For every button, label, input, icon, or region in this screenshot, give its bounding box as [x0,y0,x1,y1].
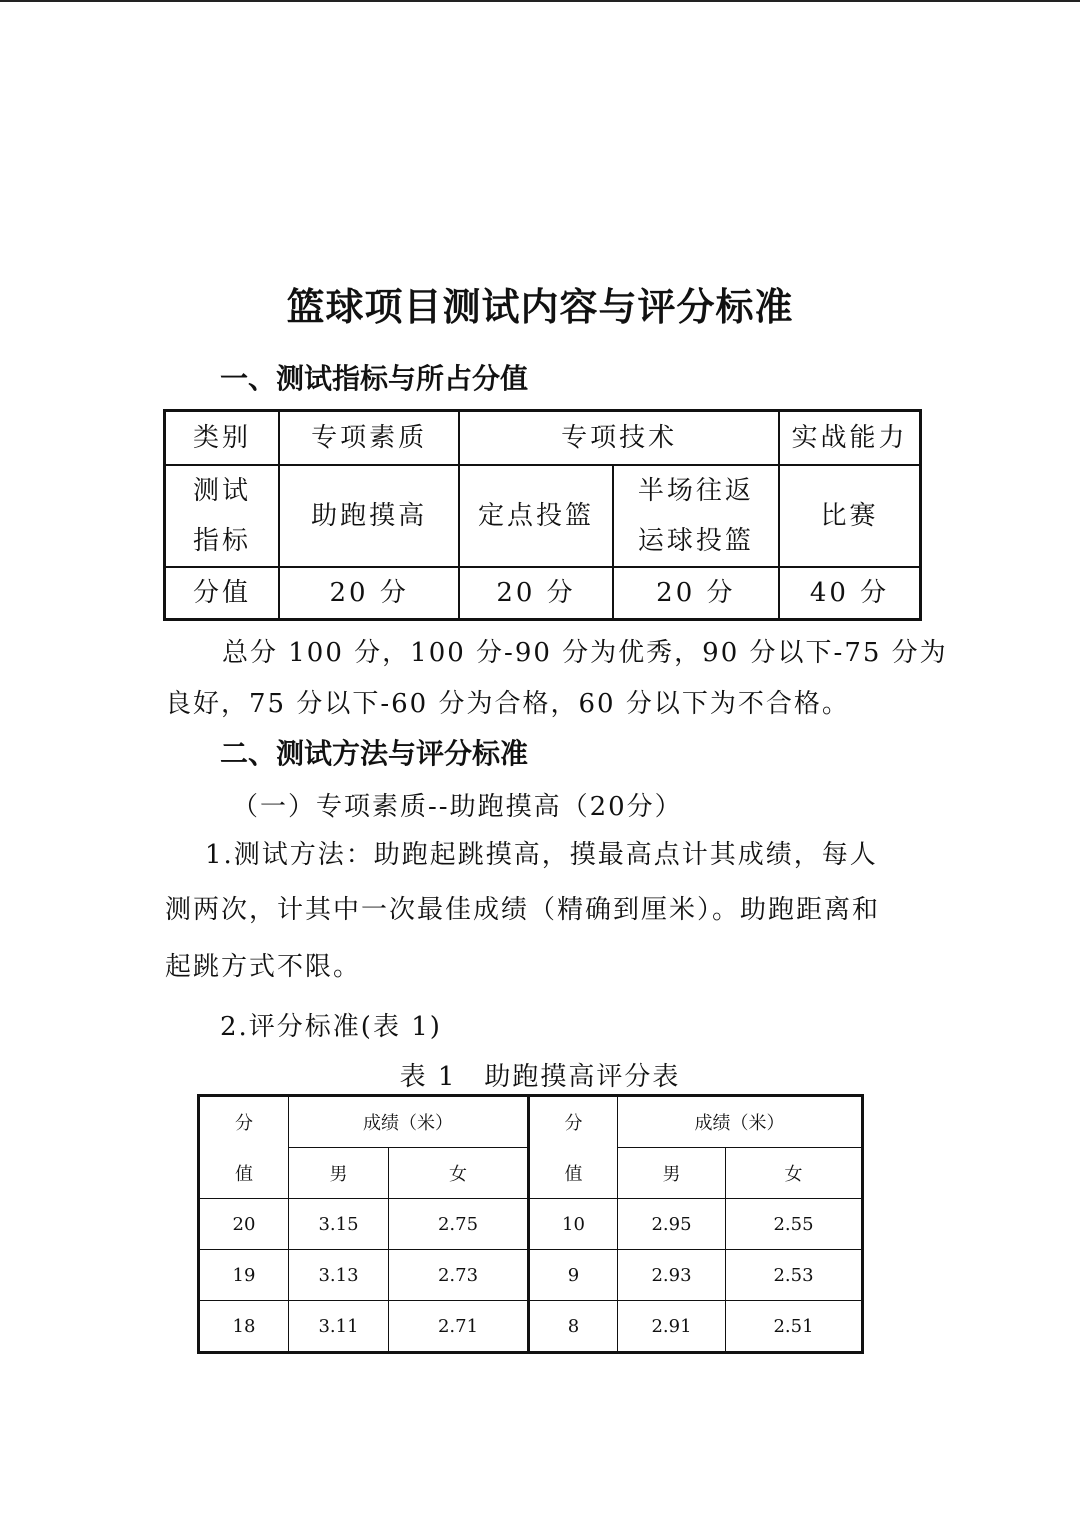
method-line3: 起跳方式不限。 [165,952,362,982]
cell-points-label: 分值 [165,567,280,620]
female-cell: 2.73 [389,1250,529,1301]
header-score-bottom-left: 值 [199,1148,289,1199]
score-note-line1: 总分 100 分，100 分-90 分为优秀，90 分以下-75 分为 [222,638,948,668]
cell-category-quality: 专项素质 [279,411,459,466]
male-cell: 3.13 [289,1250,389,1301]
score-cell: 9 [529,1250,618,1301]
page-title: 篮球项目测试内容与评分标准 [286,285,794,329]
table-row [199,1301,863,1353]
male-cell: 2.93 [618,1250,726,1301]
score-cell: 19 [199,1250,289,1301]
cell-points-2: 20 分 [459,567,612,620]
table-row [199,1199,863,1250]
female-cell: 2.55 [726,1199,863,1250]
method-line2: 测两次，计其中一次最佳成绩（精确到厘米）。助跑距离和 [165,895,881,925]
male-cell: 2.91 [618,1301,726,1353]
header-result-left: 成绩（米） [289,1096,529,1148]
score-cell: 20 [199,1199,289,1250]
female-cell: 2.51 [726,1301,863,1353]
cell-category-combat: 实战能力 [779,411,920,466]
cell-indicator-dribble: 半场往返 运球投篮 [613,465,779,567]
score-cell: 10 [529,1199,618,1250]
male-cell: 3.15 [289,1199,389,1250]
method-line1: 1.测试方法：助跑起跳摸高，摸最高点计其成绩，每人 [205,840,878,870]
male-cell: 3.11 [289,1301,389,1353]
header-female-left: 女 [389,1148,529,1199]
female-cell: 2.71 [389,1301,529,1353]
header-male-left: 男 [289,1148,389,1199]
score-note-line2: 良好，75 分以下-60 分为合格，60 分以下为不合格。 [165,689,850,719]
header-result-right: 成绩（米） [618,1096,863,1148]
cell-indicator-label: 测试 指标 [165,465,280,567]
header-score-top-right: 分 [529,1096,618,1148]
female-cell: 2.75 [389,1199,529,1250]
indicator-row-points [165,567,921,620]
score-header-row2 [199,1148,863,1199]
score-header-row1 [199,1096,863,1148]
cell-indicator-shooting: 定点投篮 [459,465,612,567]
top-border-line [0,0,1080,2]
score-standard-label: 2.评分标准(表 1) [220,1012,442,1042]
cell-points-3: 20 分 [613,567,779,620]
header-female-right: 女 [726,1148,863,1199]
subsection-heading: （一）专项素质--助跑摸高（20分） [232,792,683,822]
female-cell: 2.53 [726,1250,863,1301]
cell-points-1: 20 分 [279,567,459,620]
score-cell: 8 [529,1301,618,1353]
table-row [199,1250,863,1301]
male-cell: 2.95 [618,1199,726,1250]
section1-heading: 一、测试指标与所占分值 [220,362,529,395]
cell-category-label: 类别 [165,411,280,466]
cell-points-4: 40 分 [779,567,920,620]
header-male-right: 男 [618,1148,726,1199]
table-caption: 表 1 助跑摸高评分表 [399,1062,681,1092]
cell-category-technique: 专项技术 [459,411,779,466]
cell-indicator-match: 比赛 [779,465,920,567]
indicator-table [163,409,922,621]
indicator-row-items [165,465,921,567]
header-score-top-left: 分 [199,1096,289,1148]
indicator-row-category [165,411,921,466]
section2-heading: 二、测试方法与评分标准 [220,737,529,770]
cell-indicator-jump: 助跑摸高 [279,465,459,567]
jump-score-table [197,1094,864,1354]
header-score-bottom-right: 值 [529,1148,618,1199]
score-cell: 18 [199,1301,289,1353]
